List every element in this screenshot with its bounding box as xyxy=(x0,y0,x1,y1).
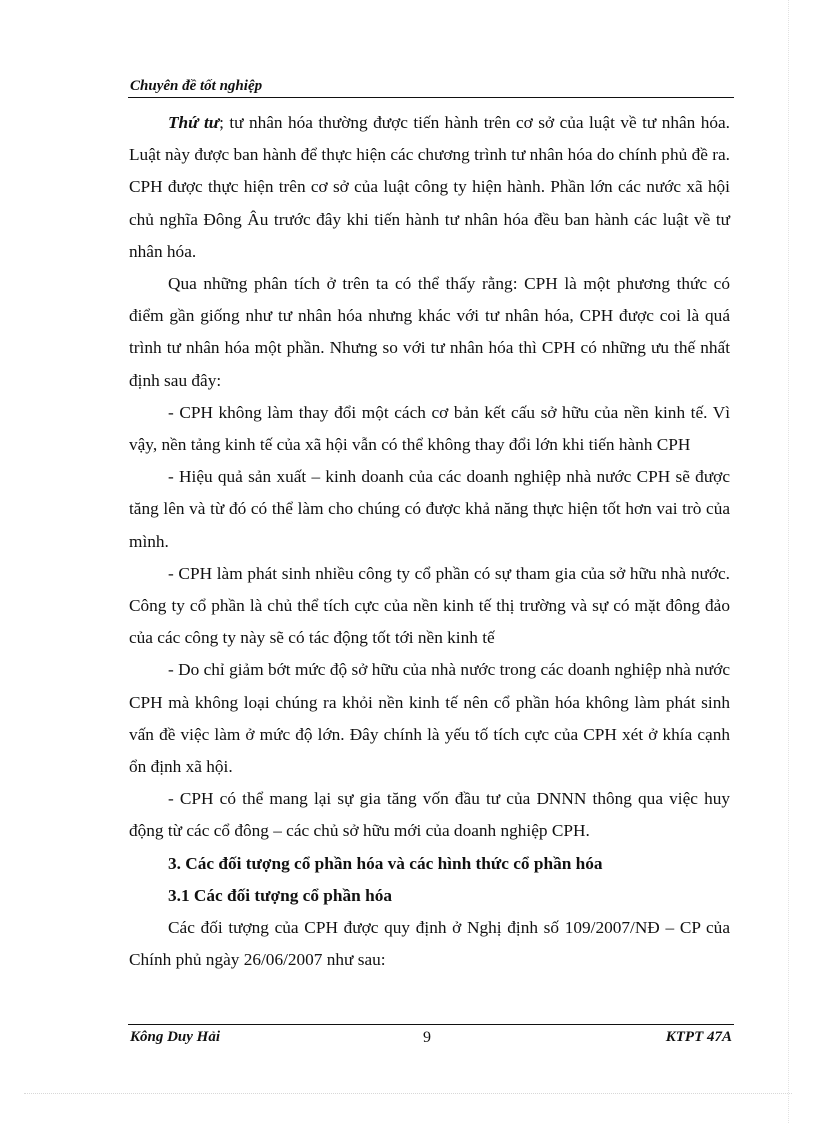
paragraph-text: ; tư nhân hóa thường được tiến hành trên cơ sở của luật về tư nhân hóa. Luật này được ban hành để thực hiện các chương trình tư nhân hóa do chính phủ đề ra. CPH được thực hiện trên cơ sở của luật công ty hiện hành. Phần lớn các nước xã hội chủ nghĩa Đông Âu trước đây khi tiến hành tư nhân hóa đều ban hành các luật về tư nhân hóa. xyxy=(129,113,730,261)
page-number: 9 xyxy=(423,1029,431,1046)
paragraph-lead: Thứ tư xyxy=(168,113,220,132)
section-heading-3-1: 3.1 Các đối tượng cổ phần hóa xyxy=(168,885,392,905)
document-body xyxy=(129,107,730,976)
paragraph-decree: Các đối tượng của CPH được quy định ở Nghị định số 109/2007/NĐ – CP của Chính phủ ngày 26/06/2007 như sau: xyxy=(129,918,730,970)
bullet-item: - Hiệu quả sản xuất – kinh doanh của các doanh nghiệp nhà nước CPH sẽ được tăng lên và từ đó có thể làm cho chúng có được khả năng thực hiện tốt hơn vai trò của mình. xyxy=(129,467,730,551)
header-title: Chuyên đề tốt nghiệp xyxy=(130,78,263,94)
paragraph-thu-tu xyxy=(129,107,730,268)
section-heading-3: 3. Các đối tượng cổ phần hóa và các hình thức cổ phần hóa xyxy=(168,853,603,873)
bullet-item: - CPH làm phát sinh nhiều công ty cổ phần có sự tham gia của sở hữu nhà nước. Công ty cổ phần là chủ thể tích cực của nền kinh tế thị trường và sự có mặt đông đảo của các công ty này sẽ có tác động tốt tới nền kinh tế xyxy=(129,563,730,648)
bullet-item: - CPH có thể mang lại sự gia tăng vốn đầu tư của DNNN thông qua việc huy động từ các cổ đông – các chủ sở hữu mới của doanh nghiệp CPH. xyxy=(129,789,730,841)
page-edge-bottom xyxy=(24,1093,792,1094)
bullet-item: - Do chỉ giảm bớt mức độ sở hữu của nhà nước trong các doanh nghiệp nhà nước CPH mà không loại chúng ra khỏi nền kinh tế nên cổ phần hóa không làm phát sinh vấn đề việc làm ở mức độ lớn. Đây chính là yếu tố tích cực của CPH xét ở khía cạnh ổn định xã hội. xyxy=(129,660,730,777)
footer-class-code: KTPT 47A xyxy=(665,1029,732,1045)
paragraph-analysis: Qua những phân tích ở trên ta có thể thấy rằng: CPH là một phương thức có điểm gần giống như tư nhân hóa nhưng khác với tư nhân hóa, CPH được coi là quá trình tư nhân hóa một phần. Nhưng so với tư nhân hóa thì CPH có những ưu thế nhất định sau đây: xyxy=(129,274,730,390)
page-edge-right xyxy=(788,0,789,1123)
page-header xyxy=(128,75,734,98)
footer-author: Kông Duy Hải xyxy=(130,1029,221,1045)
page-footer xyxy=(128,1024,734,1051)
bullet-item: - CPH không làm thay đổi một cách cơ bản kết cấu sở hữu của nền kinh tế. Vì vậy, nền tảng kinh tế của xã hội vẫn có thể không thay đổi lớn khi tiến hành CPH xyxy=(129,402,730,455)
